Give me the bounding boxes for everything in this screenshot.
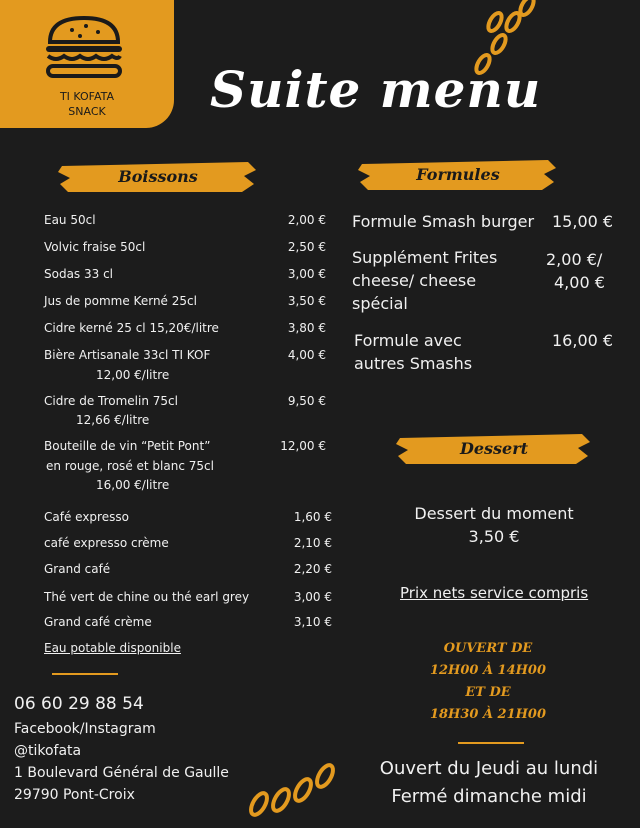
- logo-block: [0, 0, 174, 128]
- supplement-price1: 2,00 €/: [546, 250, 603, 269]
- hot-drink-name: Grand café: [44, 562, 111, 576]
- brand-name: TI KOFATA: [59, 90, 115, 103]
- hot-drink-name: Grand café crème: [44, 615, 152, 629]
- drink-price: 2,50 €: [287, 240, 326, 254]
- drink-name: Sodas 33 cl: [44, 267, 114, 281]
- hot-drink-price: 2,10 €: [293, 536, 332, 550]
- drink-unit-price: 12,00 €/litre: [96, 368, 170, 382]
- formule-smash-price: 15,00 €: [552, 212, 614, 231]
- address: 1 Boulevard Général de Gaulle: [14, 765, 229, 781]
- hot-drink-name: café expresso crème: [44, 536, 169, 550]
- hot-drink-name: Thé vert de chine ou thé earl grey: [44, 590, 250, 604]
- dessert-label: Dessert: [459, 439, 529, 458]
- city: 29790 Pont-Croix: [14, 787, 135, 803]
- supplement-line2: cheese/ cheese: [352, 271, 477, 290]
- divider: [458, 742, 524, 744]
- hours-line1: OUVERT DE: [443, 641, 533, 656]
- drink-name: Volvic fraise 50cl: [44, 240, 146, 254]
- drink-price: 12,00 €: [280, 439, 326, 453]
- formules-heading: [358, 156, 558, 194]
- drink-price: 2,00 €: [287, 213, 326, 227]
- drink-price: 3,00 €: [287, 267, 326, 281]
- phone-number[interactable]: 06 60 29 88 54: [14, 694, 144, 714]
- hours-line4: 18H30 À 21H00: [429, 707, 547, 722]
- boissons-label: Boissons: [118, 167, 198, 186]
- social-label: Facebook/Instagram: [14, 721, 156, 737]
- formule-autres-line1: Formule avec: [354, 331, 462, 350]
- decorative-ribbon-bottom-icon: [245, 760, 345, 828]
- social-handle[interactable]: @tikofata: [14, 743, 82, 759]
- drink-unit-price: 12,66 €/litre: [76, 413, 150, 427]
- hours-line2: 12H00 À 14H00: [429, 663, 547, 678]
- hot-drink-price: 1,60 €: [293, 510, 332, 524]
- formules-label: Formules: [416, 165, 500, 184]
- supplement-price2: 4,00 €: [554, 273, 605, 292]
- hot-drink-name: Café expresso: [44, 510, 129, 524]
- dessert-heading: [396, 430, 592, 468]
- drink-name: Bouteille de vin “Petit Pont”: [44, 439, 211, 453]
- formule-autres-line2: autres Smashs: [354, 354, 473, 373]
- drink-price: 9,50 €: [287, 394, 326, 408]
- formule-smash-name: Formule Smash burger: [352, 212, 535, 231]
- drink-unit-price: 16,00 €/litre: [96, 478, 170, 492]
- drink-name: Cidre kerné 25 cl 15,20€/litre: [44, 321, 219, 335]
- drink-name: Eau 50cl: [44, 213, 96, 227]
- brand-subtitle: SNACK: [68, 105, 106, 118]
- drink-price: 3,80 €: [287, 321, 326, 335]
- dessert-name: Dessert du moment: [414, 504, 574, 523]
- drink-name: Jus de pomme Kerné 25cl: [44, 294, 197, 308]
- prix-note: Prix nets service compris: [400, 584, 589, 602]
- divider: [52, 673, 118, 675]
- drink-name-line2: en rouge, rosé et blanc 75cl: [46, 459, 214, 473]
- boissons-heading: [58, 158, 258, 196]
- hot-drink-price: 3,00 €: [293, 590, 332, 604]
- closing-note: Fermé dimanche midi: [391, 786, 587, 807]
- dessert-price: 3,50 €: [468, 527, 520, 546]
- page-title: Suite menu: [210, 60, 542, 119]
- burger-icon: [42, 14, 126, 80]
- drink-name: Bière Artisanale 33cl TI KOF: [44, 348, 211, 362]
- hours-line3: ET DE: [465, 685, 511, 700]
- drink-price: 3,50 €: [287, 294, 326, 308]
- drink-price: 4,00 €: [287, 348, 326, 362]
- hot-drink-price: 2,20 €: [293, 562, 332, 576]
- water-note: Eau potable disponible: [44, 641, 181, 655]
- drink-name: Cidre de Tromelin 75cl: [44, 394, 178, 408]
- supplement-line1: Supplément Frites: [352, 248, 498, 267]
- formule-autres-price: 16,00 €: [552, 331, 614, 350]
- opening-days: Ouvert du Jeudi au lundi: [379, 758, 599, 779]
- hot-drink-price: 3,10 €: [293, 615, 332, 629]
- supplement-line3: spécial: [352, 294, 408, 313]
